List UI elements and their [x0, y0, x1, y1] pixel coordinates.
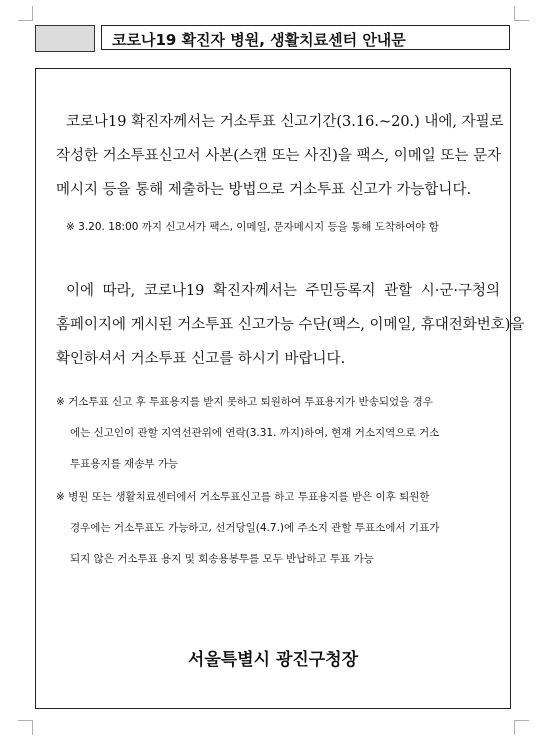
- content-box: [35, 68, 525, 709]
- page-corner-top-right: [514, 6, 529, 21]
- paragraph-2-line: 확인하셔서 거소투표 신고를 하시기 바랍니다.: [56, 351, 346, 367]
- title-accent-block: [35, 25, 95, 52]
- signature: 서울특별시 광진구청장: [187, 650, 359, 670]
- note-3-line: 되지 않은 거소투표 용지 및 회송용봉투를 모두 반납하고 투표 가능: [70, 553, 374, 565]
- paragraph-1-line: 메시지 등을 통해 제출하는 방법으로 거소투표 신고가 가능합니다.: [56, 182, 472, 198]
- title-box: [101, 25, 510, 50]
- page-corner-top-left: [18, 6, 33, 21]
- note-3: [56, 482, 504, 575]
- paragraph-1-line: 작성한 거소투표신고서 사본(스캔 또는 사진)을 팩스, 이메일 또는 문자: [56, 148, 501, 164]
- page-corner-bottom-left: [18, 720, 33, 735]
- note-1: [56, 219, 504, 234]
- paragraph-2-line: 홈페이지에 게시된 거소투표 신고가능 수단(팩스, 이메일, 휴대전화번호)을: [56, 317, 525, 333]
- note-1-line: ※ 3.20. 18:00 까지 신고서가 팩스, 이메일, 문자메시지 등을 통해 도착하여야 함: [66, 221, 439, 233]
- note-2-line: ※ 거소투표 신고 후 투표용지를 받지 못하고 퇴원하여 투표용지가 반송되었을 경우: [56, 396, 433, 408]
- note-2-line: 에는 신고인이 관할 지역선관위에 연락(3.31. 까지)하여, 현재 거소지역으로 거소: [70, 427, 440, 439]
- note-2-line: 투표용지를 재송부 가능: [70, 458, 179, 470]
- page-title: 코로나19 확진자 병원, 생활치료센터 안내문: [112, 31, 406, 49]
- paragraph-1-line: 코로나19 확진자께서는 거소투표 신고기간(3.16.~20.) 내에, 자필로: [66, 114, 504, 130]
- paragraph-2-line: 이에 따라, 코로나19 확진자께서는 주민등록지 관할 시·군·구청의: [66, 283, 500, 299]
- paragraph-2: [56, 274, 525, 376]
- page-corner-bottom-right: [514, 720, 529, 735]
- note-3-line: 경우에는 거소투표도 가능하고, 선거당일(4.7.)에 주소지 관할 투표소에서 기표가: [70, 522, 440, 534]
- paragraph-1: [56, 105, 504, 207]
- note-3-line: ※ 병원 또는 생활치료센터에서 거소투표신고를 하고 투표용지를 받은 이후 퇴원한: [56, 491, 430, 503]
- note-2: [56, 387, 504, 480]
